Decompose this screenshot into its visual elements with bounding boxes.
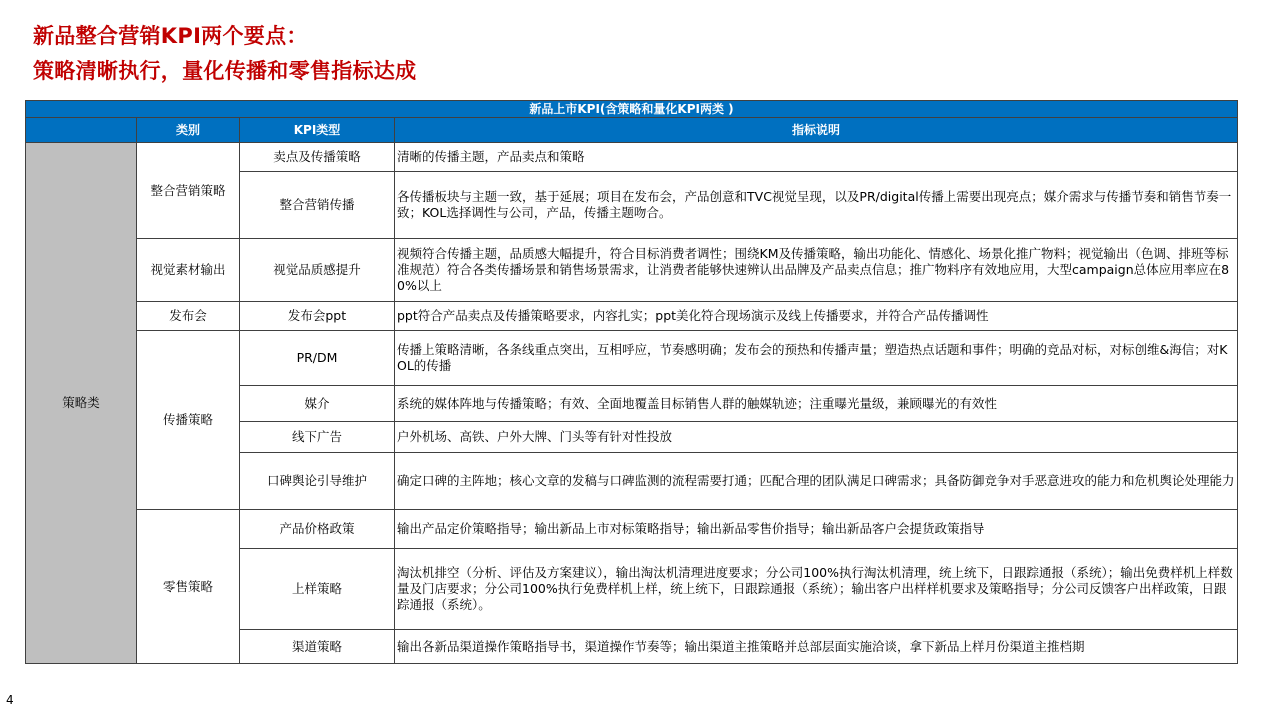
table-row xyxy=(26,302,1238,331)
table-row xyxy=(26,331,1238,386)
kpi-type-cell: 发布会ppt xyxy=(240,302,395,331)
description-cell: 传播上策略清晰，各条线重点突出，互相呼应，节奏感明确；发布会的预热和传播声量；塑造热点话题和事件；明确的竞品对标，对标创维&海信；对KOL的传播 xyxy=(395,331,1238,386)
kpi-type-cell: 渠道策略 xyxy=(240,630,395,664)
kpi-type-cell: 视觉品质感提升 xyxy=(240,239,395,302)
description-cell: 输出各新品渠道操作策略指导书，渠道操作节奏等；输出渠道主推策略并总部层面实施洽谈，拿下新品上样月份渠道主推档期 xyxy=(395,630,1238,664)
header-kpi-type: KPI类型 xyxy=(240,118,395,143)
kpi-type-cell: 口碑舆论引导维护 xyxy=(240,453,395,510)
table-header-row xyxy=(26,118,1238,143)
category-cell: 发布会 xyxy=(137,302,240,331)
kpi-type-cell: 线下广告 xyxy=(240,422,395,453)
category-cell: 视觉素材输出 xyxy=(137,239,240,302)
header-blank xyxy=(26,118,137,143)
description-cell: 视频符合传播主题，品质感大幅提升，符合目标消费者调性；围绕KM及传播策略，输出功能化、情感化、场景化推广物料；视觉输出（色调、排班等标准规范）符合各类传播场景和销售场景需求，让消费者能够快速辨认出品牌及产品卖点信息；推广物料序有效地应用，大型campaign总体应用率应在80%以上 xyxy=(395,239,1238,302)
table-caption-row xyxy=(26,101,1238,118)
header-category: 类别 xyxy=(137,118,240,143)
kpi-type-cell: 整合营销传播 xyxy=(240,172,395,239)
kpi-type-cell: 上样策略 xyxy=(240,549,395,630)
table-row xyxy=(26,239,1238,302)
title-line-1: 新品整合营销KPI两个要点： xyxy=(33,24,308,48)
description-cell: 系统的媒体阵地与传播策略；有效、全面地覆盖目标销售人群的触媒轨迹；注重曝光量级，兼顾曝光的有效性 xyxy=(395,386,1238,422)
description-cell: 各传播板块与主题一致，基于延展；项目在发布会，产品创意和TVC视觉呈现，以及PR/digital传播上需要出现亮点；媒介需求与传播节奏和销售节奏一致；KOL选择调性与公司，产品，传播主题吻合。 xyxy=(395,172,1238,239)
description-cell: 户外机场、高铁、户外大牌、门头等有针对性投放 xyxy=(395,422,1238,453)
table-row xyxy=(26,510,1238,549)
kpi-table xyxy=(25,100,1238,664)
kpi-type-cell: PR/DM xyxy=(240,331,395,386)
description-cell: 输出产品定价策略指导；输出新品上市对标策略指导；输出新品零售价指导；输出新品客户会提货政策指导 xyxy=(395,510,1238,549)
kpi-type-cell: 卖点及传播策略 xyxy=(240,143,395,172)
kpi-type-cell: 媒介 xyxy=(240,386,395,422)
table-caption: 新品上市KPI(含策略和量化KPI两类 ) xyxy=(26,101,1238,118)
title-line-2: 策略清晰执行，量化传播和零售指标达成 xyxy=(33,59,417,83)
top-category-cell: 策略类 xyxy=(26,143,137,664)
description-cell: 淘汰机排空（分析、评估及方案建议），输出淘汰机清理进度要求；分公司100%执行淘汰机清理，统上统下，日跟踪通报（系统）；输出免费样机上样数量及门店要求；分公司100%执行免费样机上样，统上统下，日跟踪通报（系统）；输出客户出样样机要求及策略指导；分公司反馈客户出样政策，日跟踪通报（系统）。 xyxy=(395,549,1238,630)
description-cell: 清晰的传播主题，产品卖点和策略 xyxy=(395,143,1238,172)
kpi-type-cell: 产品价格政策 xyxy=(240,510,395,549)
table-row xyxy=(26,143,1238,172)
description-cell: 确定口碑的主阵地；核心文章的发稿与口碑监测的流程需要打通；匹配合理的团队满足口碑需求；具备防御竞争对手恶意进攻的能力和危机舆论处理能力 xyxy=(395,453,1238,510)
page-number: 4 xyxy=(6,693,14,707)
description-cell: ppt符合产品卖点及传播策略要求，内容扎实；ppt美化符合现场演示及线上传播要求，并符合产品传播调性 xyxy=(395,302,1238,331)
category-cell: 整合营销策略 xyxy=(137,143,240,239)
category-cell: 传播策略 xyxy=(137,331,240,510)
header-description: 指标说明 xyxy=(395,118,1238,143)
category-cell: 零售策略 xyxy=(137,510,240,664)
